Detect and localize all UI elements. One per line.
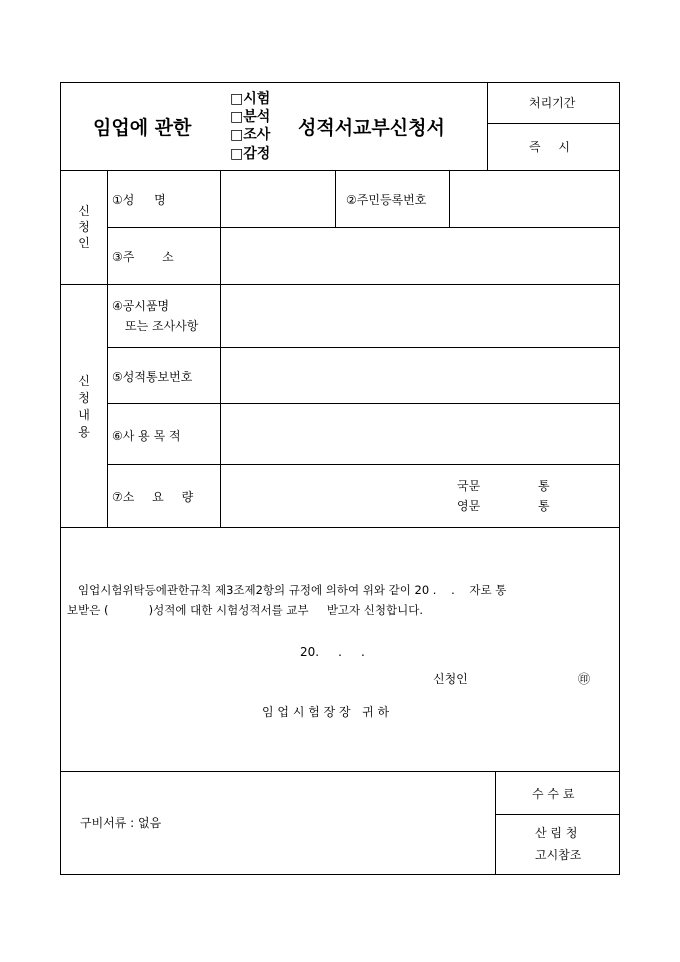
footer-top-line bbox=[60, 771, 620, 772]
value-column-line bbox=[220, 170, 221, 527]
statement-line1: 임업시험위탁등에관한규칙 제3조제2항의 규정에 의하여 위와 같이 20 . . 자로 통 bbox=[78, 583, 507, 597]
report-number-label: ⑤성적통보번호 bbox=[112, 370, 193, 384]
product-label-line2: 또는 조사사항 bbox=[125, 319, 199, 333]
address-label: ③주 소 bbox=[112, 250, 174, 264]
address-field[interactable] bbox=[226, 250, 616, 264]
purpose-label: ⑥사 용 목 적 bbox=[112, 429, 181, 443]
frame-bottom-line bbox=[60, 874, 620, 875]
korean-copies-label: 국문 bbox=[457, 479, 481, 493]
resident-number-field[interactable] bbox=[455, 193, 615, 207]
fee-value-line1: 산 림 청 bbox=[535, 826, 578, 840]
fee-row-line bbox=[495, 814, 620, 815]
header-divider bbox=[487, 82, 488, 170]
applicant-section-label: 신청인 bbox=[78, 204, 90, 250]
english-copies-label: 영문 bbox=[457, 499, 481, 513]
name-field[interactable] bbox=[226, 193, 330, 207]
addressee: 임 업 시 험 장 장 귀 하 bbox=[262, 705, 390, 719]
required-documents: 구비서류 : 없음 bbox=[80, 816, 162, 830]
label-column-line bbox=[107, 170, 108, 527]
name-divider-line bbox=[335, 170, 336, 227]
report-row-line bbox=[107, 403, 620, 404]
header-bottom-line bbox=[60, 170, 620, 171]
application-date: 20. . . bbox=[300, 645, 365, 659]
product-label-line1: ④공시품명 bbox=[112, 299, 170, 313]
quantity-label: ⑦소 요 량 bbox=[112, 490, 194, 504]
option-appraisal-checkbox[interactable]: □감정 bbox=[230, 146, 271, 162]
processing-period-label: 처리기간 bbox=[529, 96, 576, 110]
content-bottom-line bbox=[60, 527, 620, 528]
seal-mark: ㊞ bbox=[578, 672, 591, 686]
korean-copies-unit: 통 bbox=[538, 479, 550, 493]
frame-top-line bbox=[60, 82, 620, 83]
form-title-prefix: 임업에 관한 bbox=[93, 117, 192, 139]
fee-label: 수 수 료 bbox=[532, 787, 575, 801]
applicant-signature-label: 신청인 bbox=[433, 672, 468, 686]
option-test-checkbox[interactable]: □시험 bbox=[230, 91, 271, 107]
frame-right-line bbox=[619, 82, 620, 874]
header-processing-line bbox=[487, 123, 619, 124]
resident-divider-line bbox=[449, 170, 450, 227]
resident-number-label: ②주민등록번호 bbox=[346, 193, 427, 207]
fee-divider-line bbox=[495, 771, 496, 874]
option-survey-checkbox[interactable]: □조사 bbox=[230, 127, 271, 143]
statement-line2: 보받은 ( )성적에 대한 시험성적서를 교부 받고자 신청합니다. bbox=[67, 603, 424, 617]
name-label: ①성 명 bbox=[112, 193, 166, 207]
english-copies-unit: 통 bbox=[538, 499, 550, 513]
product-row-line bbox=[107, 347, 620, 348]
option-analysis-checkbox[interactable]: □분석 bbox=[230, 109, 271, 125]
content-section-label: 신청내용 bbox=[78, 374, 90, 439]
processing-period-value: 즉 시 bbox=[529, 140, 570, 154]
name-row-line bbox=[107, 227, 620, 228]
form-title-suffix: 성적서교부신청서 bbox=[298, 117, 445, 139]
fee-value-line2: 고시참조 bbox=[535, 848, 582, 862]
applicant-bottom-line bbox=[60, 284, 620, 285]
purpose-row-line bbox=[107, 464, 620, 465]
frame-left-line bbox=[60, 82, 61, 874]
